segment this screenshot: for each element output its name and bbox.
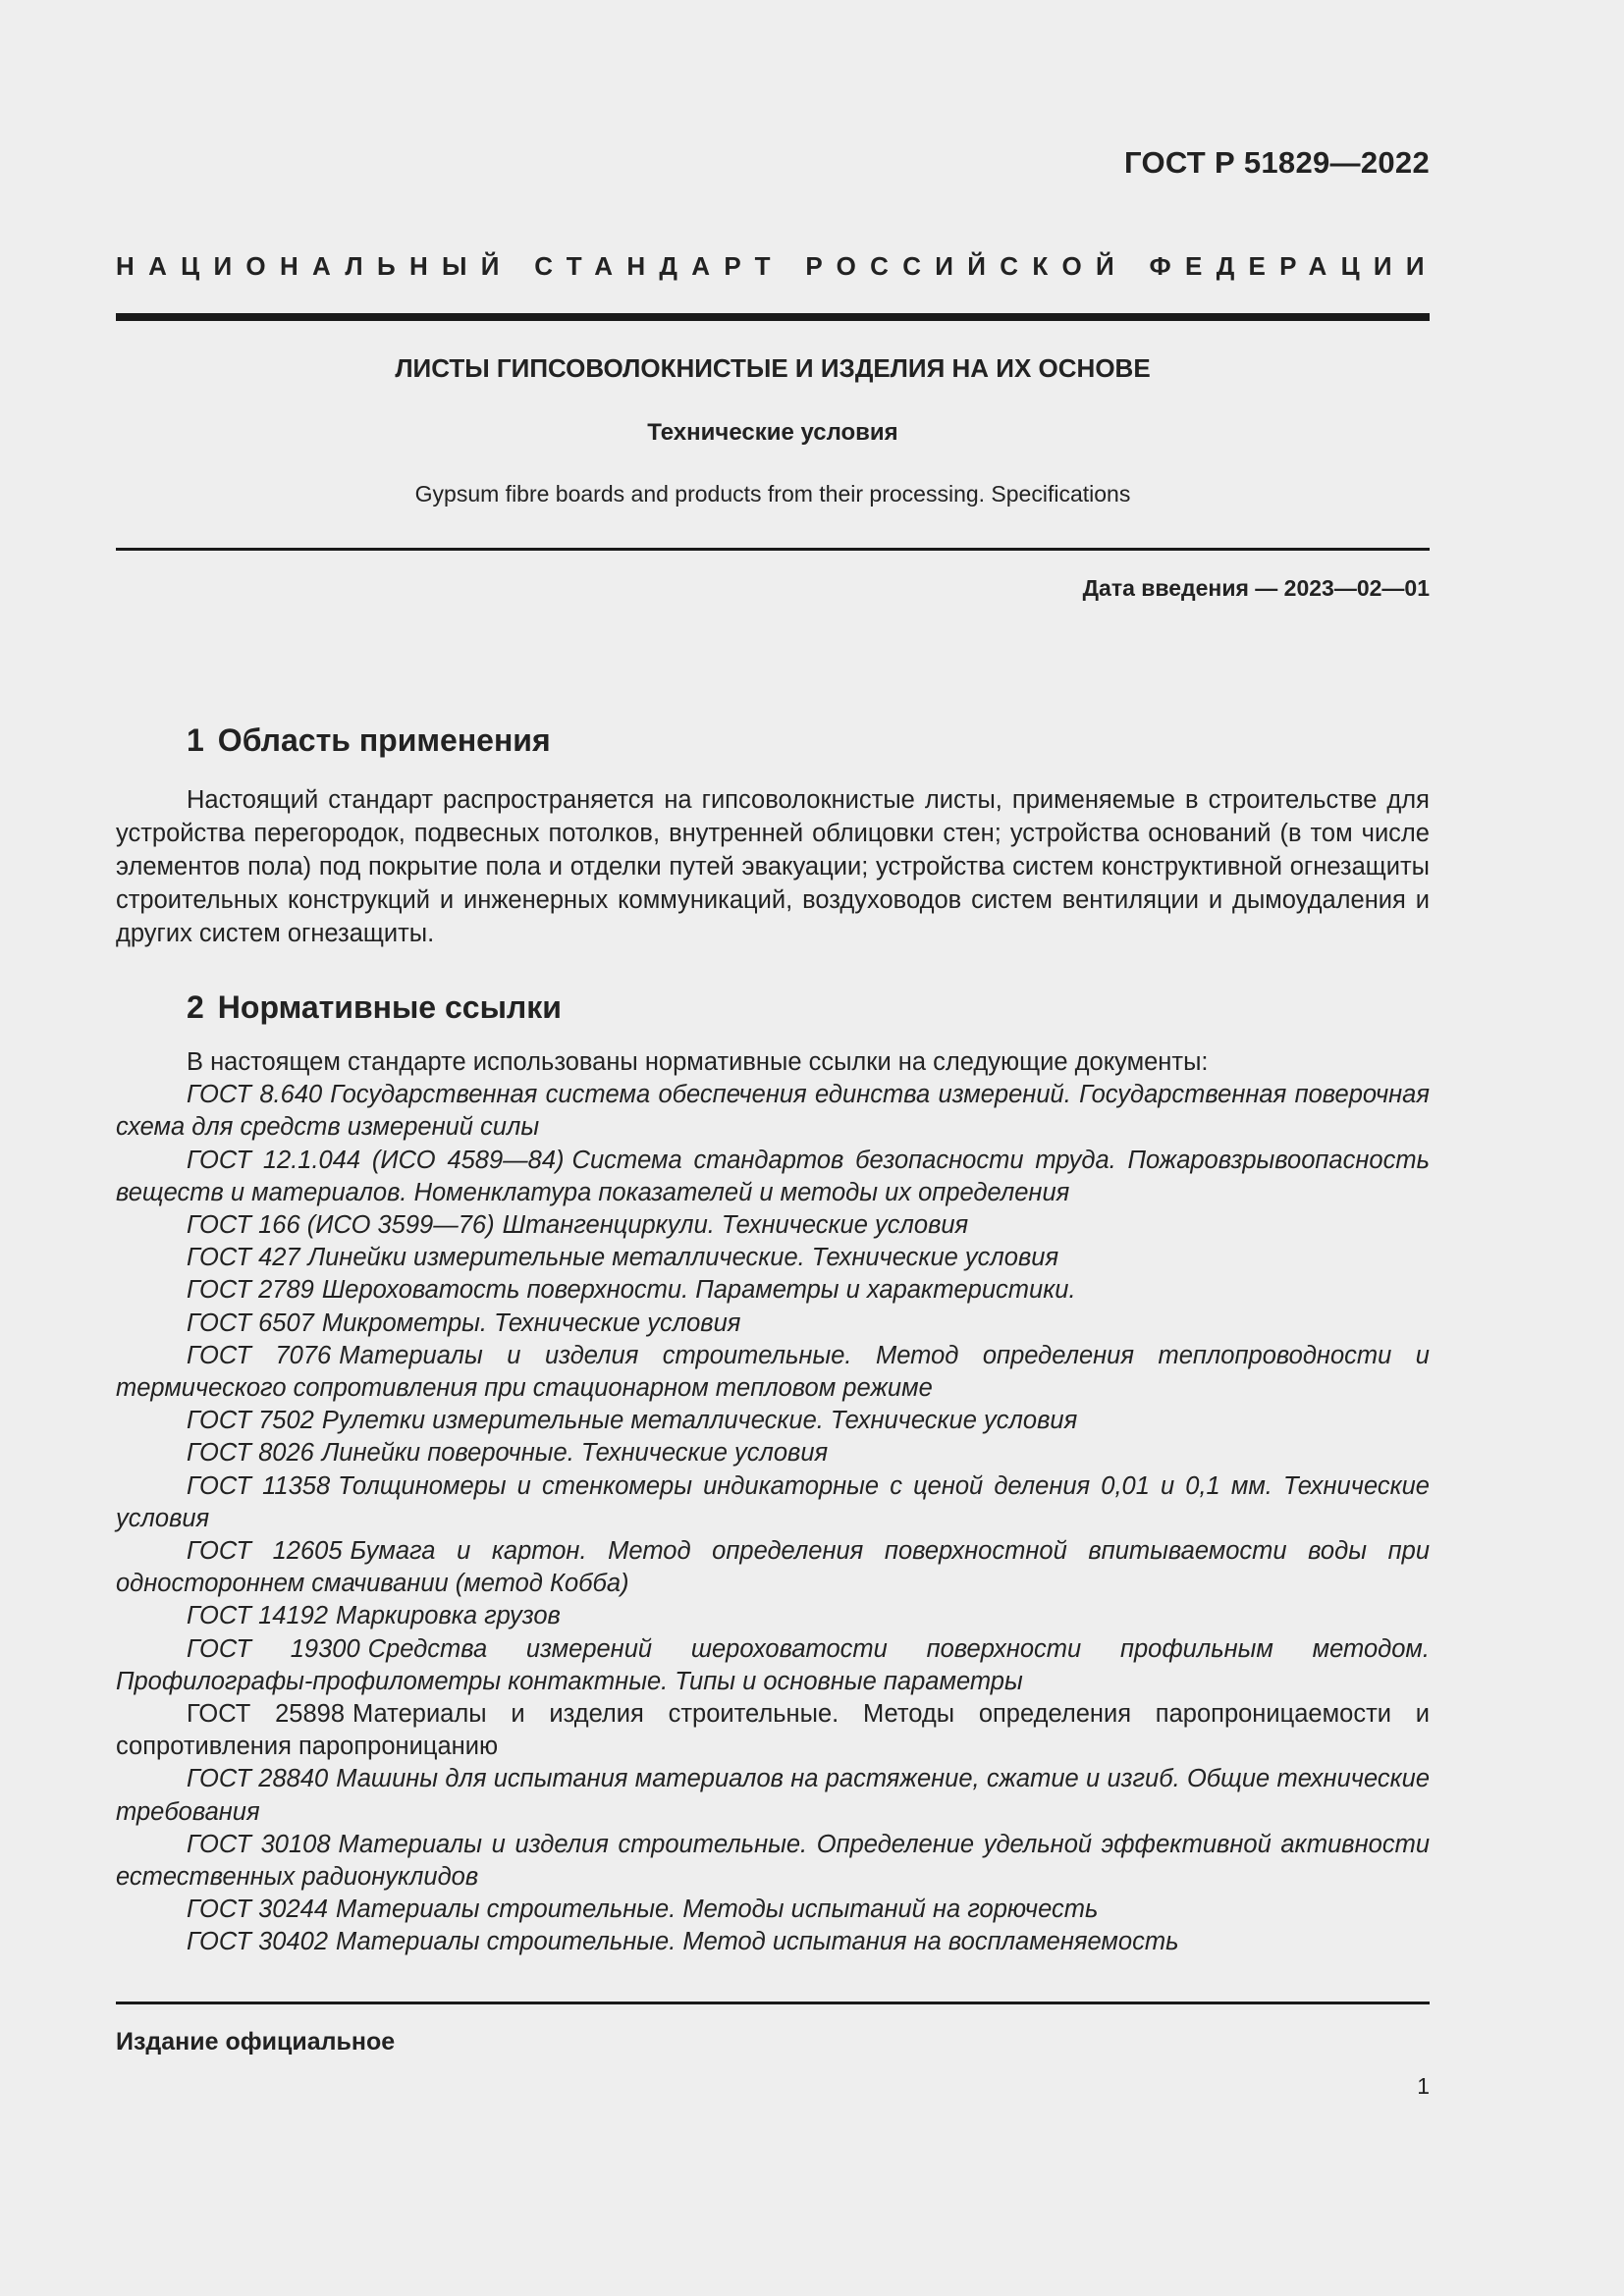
section-1-heading [187,722,551,759]
introduction-date: Дата введения — 2023—02—01 [1082,575,1430,601]
reference-item: ГОСТ 12.1.044 (ИСО 4589—84) Система стандартов безопасности труда. Пожаровзрывоопасность веществ и материалов. Номенклатура показателей и методы их определения [116,1146,1430,1206]
section-1-number: 1 [187,722,204,758]
page-number: 1 [1417,2073,1430,2099]
reference-item: ГОСТ 8.640 Государственная система обеспечения единства измерений. Государственная поверочная схема для средств измерений силы [116,1081,1430,1142]
document-title: ЛИСТЫ ГИПСОВОЛОКНИСТЫЕ И ИЗДЕЛИЯ НА ИХ ОСНОВЕ [395,353,1151,383]
section-2-number: 2 [187,989,204,1025]
reference-item: ГОСТ 6507 Микрометры. Технические условия [187,1308,741,1337]
reference-item: ГОСТ 28840 Машины для испытания материалов на растяжение, сжатие и изгиб. Общие технические требования [116,1765,1430,1826]
reference-item: ГОСТ 14192 Маркировка грузов [187,1602,561,1630]
document-code: ГОСТ Р 51829—2022 [1124,145,1430,180]
header-rule [116,313,1430,321]
reference-item: ГОСТ 166 (ИСО 3599—76) Штангенциркули. Технические условия [187,1211,969,1240]
reference-item: ГОСТ 8026 Линейки поверочные. Технические условия [187,1439,829,1468]
section-1-title: Область применения [217,722,551,758]
section-1-text: Настоящий стандарт распространяется на гипсоволокнистые листы, применяемые в строительстве для устройства перегородок, подвесных потолков, внутренней облицовки стен; устройства оснований (в том числе элементов пола) под покрытие пола и отделки путей эвакуации; устройства систем конструктивной огнезащиты строительных конструкций и инженерных коммуникаций, воздуховодов систем вентиляции и дымоудаления и других систем огнезащиты. [116,786,1430,947]
reference-item: ГОСТ 7502 Рулетки измерительные металлические. Технические условия [187,1407,1078,1435]
footer-rule [116,2002,1430,2004]
official-edition-label: Издание официальное [116,2028,396,2056]
reference-item: ГОСТ 12605 Бумага и картон. Метод определения поверхностной впитываемости воды при одностороннем смачивании (метод Кобба) [116,1537,1430,1598]
reference-item: ГОСТ 30108 Материалы и изделия строительные. Определение удельной эффективной активности естественных радионуклидов [116,1830,1430,1892]
reference-item: ГОСТ 2789 Шероховатость поверхности. Параметры и характеристики. [187,1276,1076,1305]
reference-item: ГОСТ 30402 Материалы строительные. Метод испытания на воспламеняемость [187,1928,1179,1956]
title-rule [116,548,1430,551]
national-standard-banner: НАЦИОНАЛЬНЫЙ СТАНДАРТ РОССИЙСКОЙ ФЕДЕРАЦИИ [116,251,1438,281]
reference-item: ГОСТ 25898 Материалы и изделия строительные. Методы определения паропроницаемости и сопротивления паропроницанию [116,1700,1430,1761]
reference-item: ГОСТ 30244 Материалы строительные. Методы испытаний на горючесть [187,1896,1099,1924]
document-page [116,0,1438,2296]
reference-item: ГОСТ 7076 Материалы и изделия строительные. Метод определения теплопроводности и термического сопротивления при стационарном тепловом режиме [116,1341,1430,1403]
reference-item: ГОСТ 427 Линейки измерительные металлические. Технические условия [187,1244,1059,1272]
references-intro: В настоящем стандарте использованы нормативные ссылки на следующие документы: [187,1048,1209,1076]
document-title-english: Gypsum fibre boards and products from their processing. Specifications [414,481,1131,507]
section-2-heading [187,989,562,1026]
section-2-title: Нормативные ссылки [217,989,562,1025]
document-subtitle: Технические условия [647,419,898,446]
reference-item: ГОСТ 19300 Средства измерений шероховатости поверхности профильным методом. Профилографы-профилометры контактные. Типы и основные параметры [116,1634,1430,1695]
reference-item: ГОСТ 11358 Толщиномеры и стенкомеры индикаторные с ценой деления 0,01 и 0,1 мм. Технические условия [116,1471,1430,1532]
normative-references-list [116,1046,1430,1959]
